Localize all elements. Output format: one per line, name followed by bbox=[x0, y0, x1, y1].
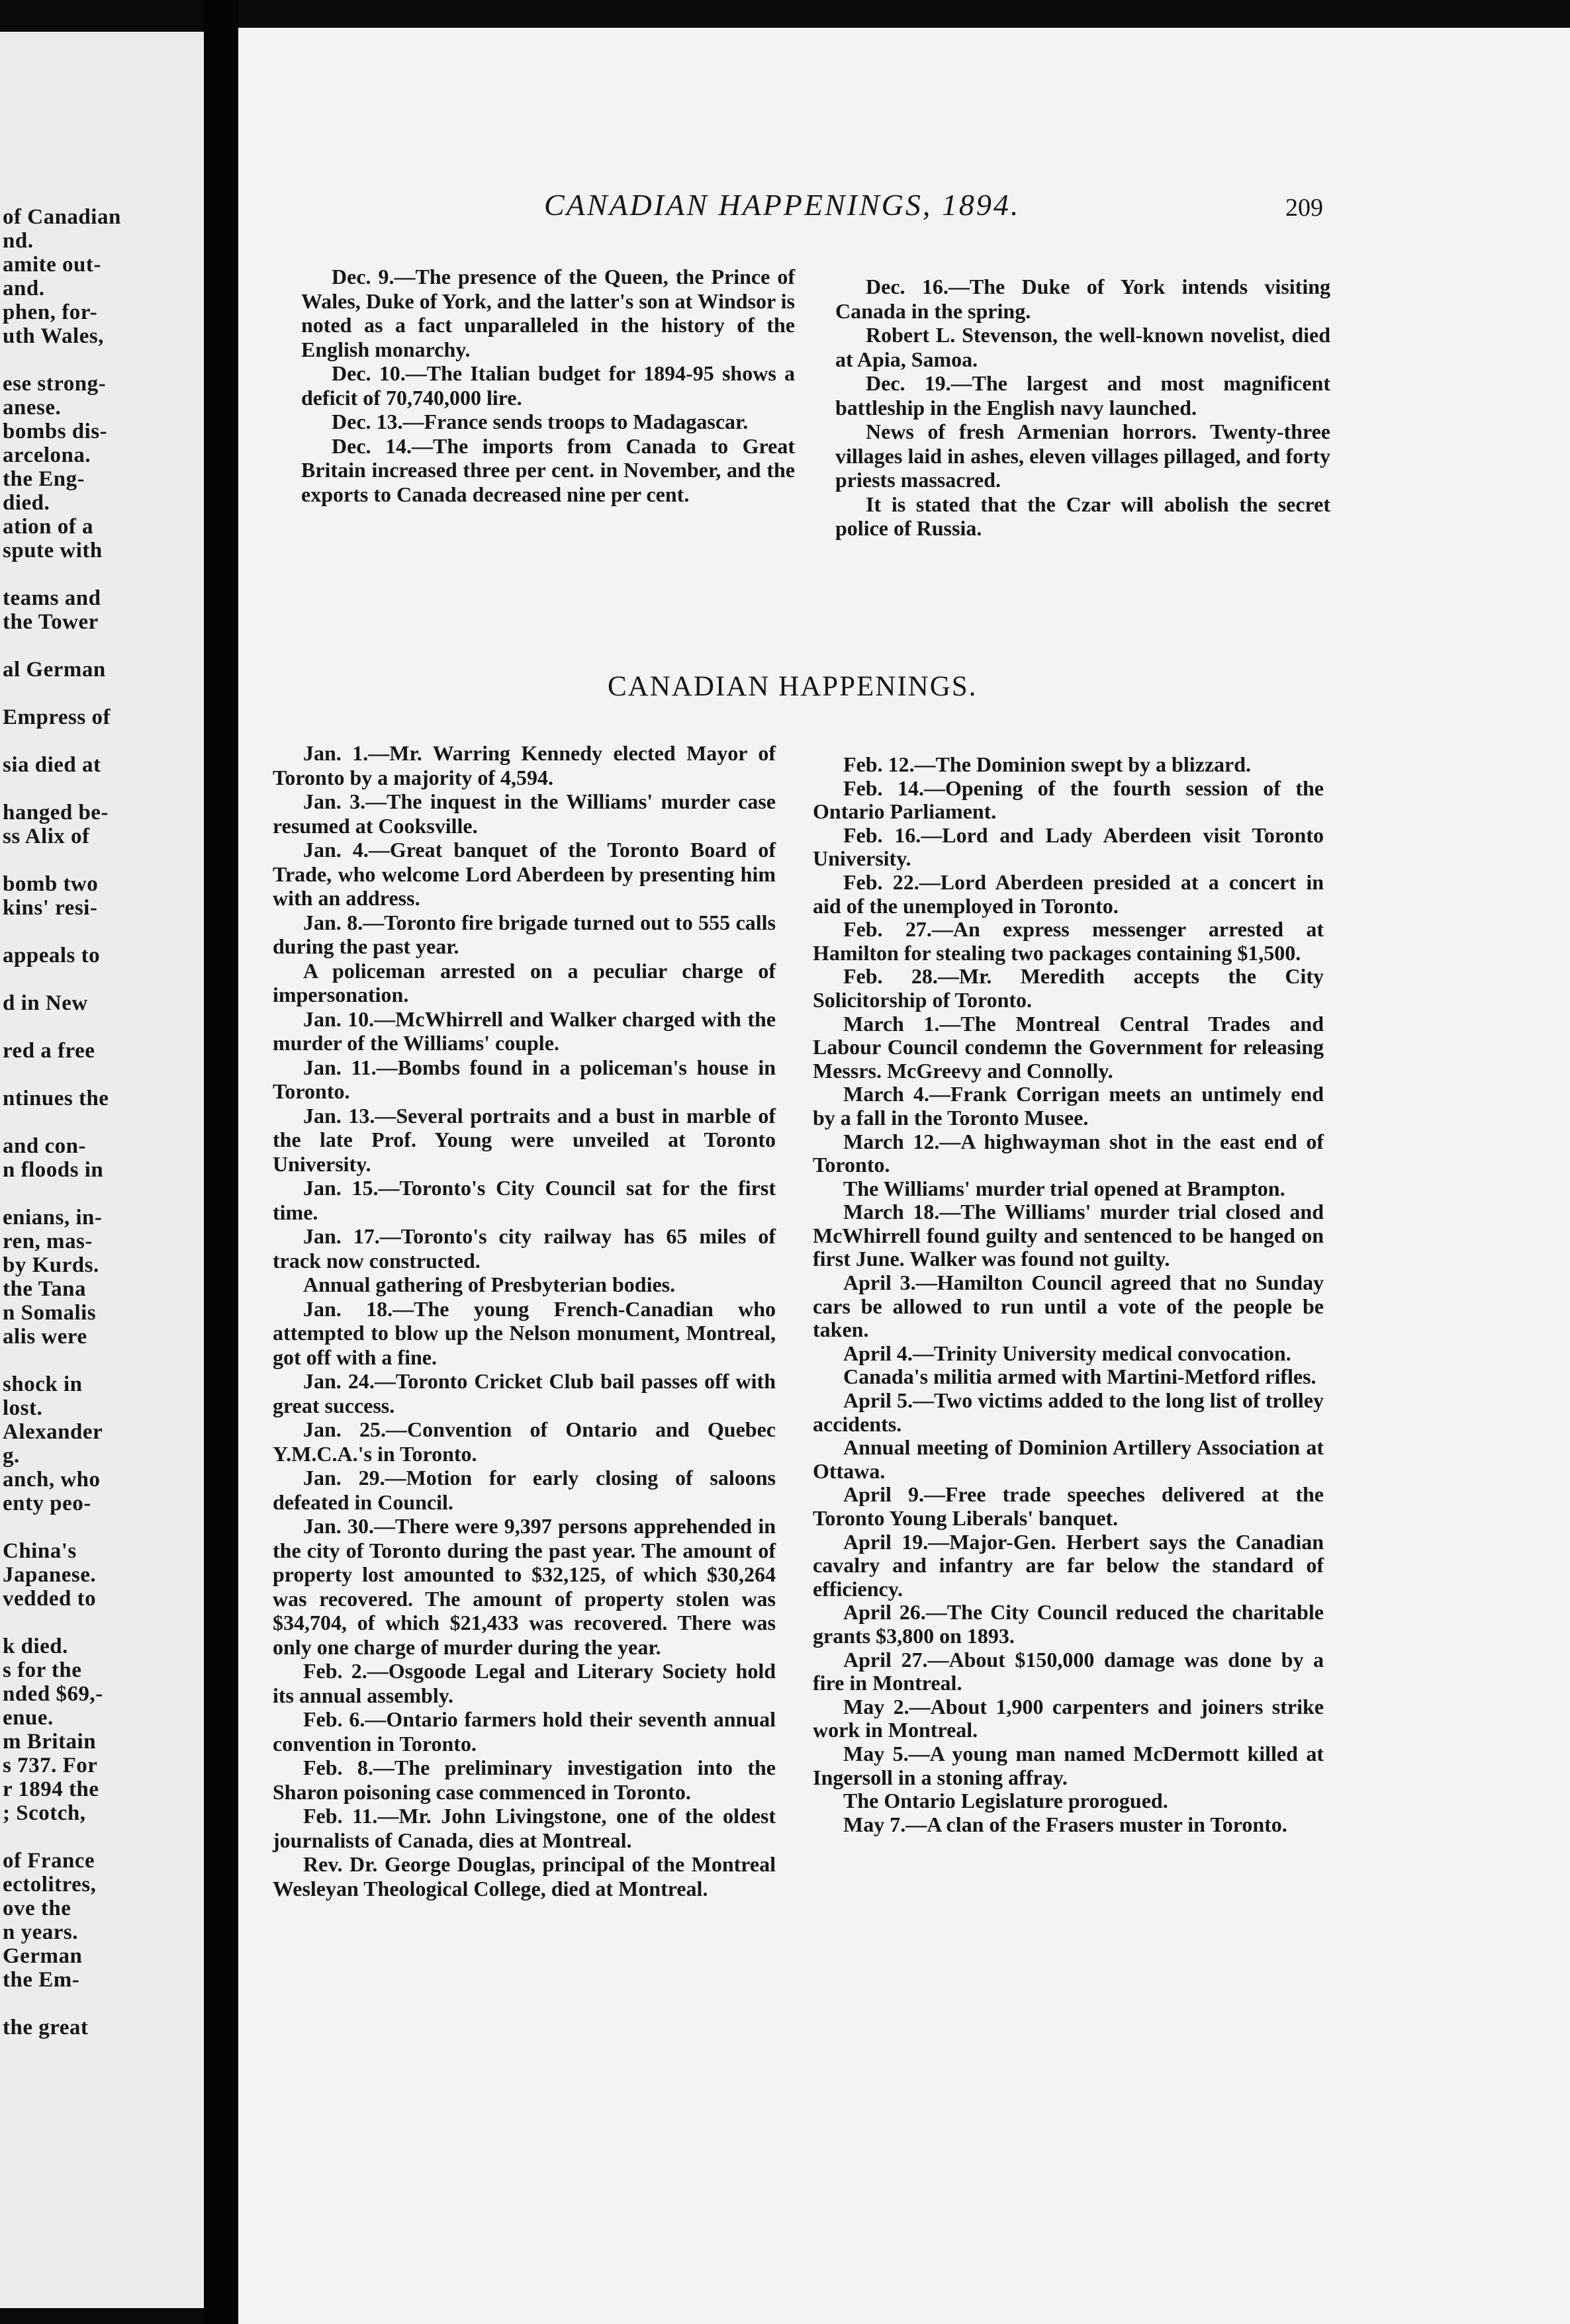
left-page-line: lost. bbox=[3, 1396, 43, 1420]
left-page-line: d in New bbox=[3, 991, 88, 1015]
left-page-line: the Tana bbox=[3, 1277, 86, 1301]
left-page-line: appeals to bbox=[3, 944, 101, 967]
left-page-line: enty peo- bbox=[3, 1492, 91, 1515]
left-page-line: ss Alix of bbox=[3, 825, 90, 848]
entry-paragraph: Jan. 17.—Toronto's city railway has 65 miles of track now constructed. bbox=[273, 1224, 776, 1273]
entry-paragraph: March 4.—Frank Corrigan meets an untimely end by a fall in the Toronto Musee. bbox=[813, 1082, 1324, 1130]
left-page-line: shock in bbox=[3, 1372, 83, 1396]
left-page-line: German bbox=[3, 1944, 83, 1968]
entry-paragraph: Annual meeting of Dominion Artillery Association at Ottawa. bbox=[813, 1435, 1324, 1483]
left-page-line: ; Scotch, bbox=[3, 1801, 86, 1825]
left-page-line: enians, in- bbox=[3, 1206, 103, 1229]
left-page-line: the great bbox=[3, 2016, 89, 2039]
book-gutter bbox=[204, 0, 238, 2324]
left-page-line: sia died at bbox=[3, 753, 101, 777]
entry-paragraph: Dec. 16.—The Duke of York intends visiting Canada in the spring. bbox=[835, 275, 1330, 323]
left-page-line: alis were bbox=[3, 1325, 87, 1349]
left-page-line: the Tower bbox=[3, 610, 99, 634]
entry-paragraph: Jan. 18.—The young French-Canadian who attempted to blow up the Nelson monument, Montreal, got off with a fine. bbox=[273, 1296, 776, 1369]
entry-paragraph: Feb. 2.—Osgoode Legal and Literary Society hold its annual assembly. bbox=[273, 1659, 776, 1707]
entry-paragraph: Jan. 4.—Great banquet of the Toronto Board of Trade, who welcome Lord Aberdeen by presenting him with an address. bbox=[273, 838, 776, 910]
left-page-line: amite out- bbox=[3, 253, 101, 277]
left-page-line: ectolitres, bbox=[3, 1873, 97, 1897]
entry-paragraph: Feb. 22.—Lord Aberdeen presided at a concert in aid of the unemployed in Toronto. bbox=[813, 870, 1324, 918]
entry-paragraph: Dec. 19.—The largest and most magnificent battleship in the English navy launched. bbox=[835, 371, 1330, 420]
entry-paragraph: Jan. 25.—Convention of Ontario and Quebec Y.M.C.A.'s in Toronto. bbox=[273, 1417, 776, 1466]
left-page-line: r 1894 the bbox=[3, 1777, 99, 1801]
left-page-line: hanged be- bbox=[3, 801, 109, 825]
entry-paragraph: March 18.—The Williams' murder trial closed and McWhirrell found guilty and sentenced to be hanged on first June. Walker was found not guilty. bbox=[813, 1200, 1324, 1271]
left-page-line: anch, who bbox=[3, 1468, 101, 1492]
page-number: 209 bbox=[1285, 194, 1323, 222]
left-page-line: Japanese. bbox=[3, 1563, 97, 1587]
left-page-line: the Em- bbox=[3, 1968, 80, 1992]
left-page-line: s 737. For bbox=[3, 1754, 98, 1777]
left-page-line: Empress of bbox=[3, 705, 111, 729]
entry-paragraph: Feb. 16.—Lord and Lady Aberdeen visit Toronto University. bbox=[813, 823, 1324, 871]
left-page-line: ren, mas- bbox=[3, 1229, 93, 1253]
entry-paragraph: April 19.—Major-Gen. Herbert says the Canadian cavalry and infantry are far below the standard of efficiency. bbox=[813, 1529, 1324, 1601]
entry-paragraph: News of fresh Armenian horrors. Twenty-three villages laid in ashes, eleven villages pillaged, and forty priests massacred. bbox=[835, 420, 1330, 492]
entry-paragraph: Jan. 3.—The inquest in the Williams' murder case resumed at Cooksville. bbox=[273, 789, 776, 838]
entry-paragraph: April 3.—Hamilton Council agreed that no Sunday cars be allowed to run until a vote of the people be taken. bbox=[813, 1271, 1324, 1342]
entry-paragraph: Jan. 11.—Bombs found in a policeman's house in Toronto. bbox=[273, 1055, 776, 1103]
entry-paragraph: Jan. 8.—Toronto fire brigade turned out to 555 calls during the past year. bbox=[273, 910, 776, 958]
section-title: CANADIAN HAPPENINGS. bbox=[608, 671, 978, 702]
left-page-line: m Britain bbox=[3, 1730, 97, 1754]
entry-paragraph: April 4.—Trinity University medical convocation. bbox=[843, 1341, 1291, 1365]
entry-paragraph: May 2.—About 1,900 carpenters and joiners strike work in Montreal. bbox=[813, 1694, 1324, 1742]
left-page-line: n floods in bbox=[3, 1158, 104, 1182]
entry-paragraph: Feb. 8.—The preliminary investigation into the Sharon poisoning case commenced in Toronto. bbox=[273, 1756, 776, 1804]
left-page-line: by Kurds. bbox=[3, 1253, 99, 1277]
top-left-column bbox=[301, 265, 795, 506]
entry-paragraph: Dec. 13.—France sends troops to Madagascar. bbox=[332, 410, 749, 433]
entry-paragraph: May 5.—A young man named McDermott killed at Ingersoll in a stoning affray. bbox=[813, 1741, 1324, 1789]
entry-paragraph: Annual gathering of Presbyterian bodies. bbox=[303, 1273, 676, 1296]
entry-paragraph: The Ontario Legislature prorogued. bbox=[843, 1789, 1168, 1813]
left-page-line: k died. bbox=[3, 1634, 68, 1658]
left-page-line: bomb two bbox=[3, 872, 99, 896]
left-page-line: uth Wales, bbox=[3, 324, 104, 348]
left-page-line: vedded to bbox=[3, 1587, 97, 1611]
entry-paragraph: Feb. 12.—The Dominion swept by a blizzard. bbox=[843, 752, 1252, 776]
entry-paragraph: Jan. 24.—Toronto Cricket Club bail passes off with great success. bbox=[273, 1369, 776, 1417]
left-page-line: nded $69,- bbox=[3, 1682, 103, 1706]
left-page-line: kins' resi- bbox=[3, 896, 98, 920]
left-page-line: g. bbox=[3, 1444, 20, 1468]
entry-paragraph: Jan. 29.—Motion for early closing of saloons defeated in Council. bbox=[273, 1466, 776, 1514]
left-page-line: ntinues the bbox=[3, 1087, 109, 1110]
left-page-line: spute with bbox=[3, 539, 103, 562]
entry-paragraph: Jan. 10.—McWhirrell and Walker charged with the murder of the Williams' couple. bbox=[273, 1006, 776, 1055]
left-page-line: nd. bbox=[3, 229, 34, 253]
left-page-line: n years. bbox=[3, 1920, 78, 1944]
entry-paragraph: Jan. 15.—Toronto's City Council sat for the first time. bbox=[273, 1176, 776, 1224]
entry-paragraph: March 1.—The Montreal Central Trades and Labour Council condemn the Government for releasing Messrs. McGreevy and Connolly. bbox=[813, 1011, 1324, 1083]
entry-paragraph: Robert L. Stevenson, the well-known novelist, died at Apia, Samoa. bbox=[835, 323, 1330, 371]
left-page-line: of Canadian bbox=[3, 205, 121, 229]
left-page-line: the Eng- bbox=[3, 467, 85, 491]
lower-left-column bbox=[273, 741, 776, 1900]
left-page-line: China's bbox=[3, 1539, 77, 1563]
left-page-line: al German bbox=[3, 658, 106, 682]
entry-paragraph: Dec. 10.—The Italian budget for 1894-95 shows a deficit of 70,740,000 lire. bbox=[301, 361, 795, 410]
entry-paragraph: Dec. 14.—The imports from Canada to Great Britain increased three per cent. in November, and the exports to Canada decreased nine per cent. bbox=[301, 433, 795, 506]
entry-paragraph: It is stated that the Czar will abolish the secret police of Russia. bbox=[835, 492, 1330, 540]
lower-right-column bbox=[813, 753, 1324, 1836]
entry-paragraph: April 5.—Two victims added to the long list of trolley accidents. bbox=[813, 1388, 1324, 1436]
left-page-line: bombs dis- bbox=[3, 420, 108, 443]
entry-paragraph: March 12.—A highwayman shot in the east end of Toronto. bbox=[813, 1129, 1324, 1177]
left-page-line: ation of a bbox=[3, 515, 93, 539]
left-facing-page bbox=[0, 32, 204, 2308]
left-page-line: ese strong- bbox=[3, 372, 107, 396]
left-page-line: n Somalis bbox=[3, 1301, 97, 1325]
entry-paragraph: Dec. 9.—The presence of the Queen, the Prince of Wales, Duke of York, and the latter's son at Windsor is noted as a fact unparalleled in the history of the English monarchy. bbox=[301, 265, 795, 361]
left-page-line: Alexander bbox=[3, 1420, 103, 1444]
left-page-line: s for the bbox=[3, 1658, 82, 1682]
left-page-line: died. bbox=[3, 491, 50, 515]
left-page-line: teams and bbox=[3, 586, 101, 610]
entry-paragraph: Feb. 6.—Ontario farmers hold their seventh annual convention in Toronto. bbox=[273, 1707, 776, 1756]
entry-paragraph: Jan. 13.—Several portraits and a bust in marble of the late Prof. Young were unveiled at Toronto University. bbox=[273, 1103, 776, 1176]
entry-paragraph: Jan. 30.—There were 9,397 persons apprehended in the city of Toronto during the past year. The amount of property lost amounted to $32,125, of which $30,264 was recovered. The amount of property stolen was $34,704, of which $21,433 was recovered. There was only one charge of murder during the year. bbox=[273, 1514, 776, 1659]
left-page-line: and. bbox=[3, 277, 45, 300]
entry-paragraph: April 9.—Free trade speeches delivered at the Toronto Young Liberals' banquet. bbox=[813, 1482, 1324, 1530]
top-right-column bbox=[835, 275, 1330, 541]
left-page-line: arcelona. bbox=[3, 443, 91, 467]
left-page-line: phen, for- bbox=[3, 300, 98, 324]
entry-paragraph: Feb. 14.—Opening of the fourth session of the Ontario Parliament. bbox=[813, 776, 1324, 824]
entry-paragraph: Feb. 28.—Mr. Meredith accepts the City Solicitorship of Toronto. bbox=[813, 964, 1324, 1012]
running-head: CANADIAN HAPPENINGS, 1894. bbox=[544, 188, 1021, 222]
entry-paragraph: Jan. 1.—Mr. Warring Kennedy elected Mayor of Toronto by a majority of 4,594. bbox=[273, 741, 776, 789]
entry-paragraph: Feb. 11.—Mr. John Livingstone, one of the oldest journalists of Canada, dies at Montreal. bbox=[273, 1804, 776, 1852]
left-page-line: ove the bbox=[3, 1897, 71, 1920]
left-page-line: of France bbox=[3, 1849, 95, 1873]
entry-paragraph: Feb. 27.—An express messenger arrested at Hamilton for stealing two packages containing $1,500. bbox=[813, 917, 1324, 965]
left-page-line: enue. bbox=[3, 1706, 54, 1730]
entry-paragraph: Rev. Dr. George Douglas, principal of the Montreal Wesleyan Theological College, died at Montreal. bbox=[273, 1852, 776, 1900]
left-page-line: anese. bbox=[3, 396, 62, 420]
entry-paragraph: A policeman arrested on a peculiar charge of impersonation. bbox=[273, 958, 776, 1006]
entry-paragraph: May 7.—A clan of the Frasers muster in Toronto. bbox=[843, 1812, 1287, 1836]
entry-paragraph: The Williams' murder trial opened at Brampton. bbox=[843, 1176, 1285, 1200]
entry-paragraph: April 27.—About $150,000 damage was done by a fire in Montreal. bbox=[813, 1647, 1324, 1695]
left-page-line: red a free bbox=[3, 1039, 95, 1063]
entry-paragraph: April 26.—The City Council reduced the charitable grants $3,800 on 1893. bbox=[813, 1600, 1324, 1648]
left-page-line: and con- bbox=[3, 1134, 86, 1158]
entry-paragraph: Canada's militia armed with Martini-Metford rifles. bbox=[843, 1364, 1316, 1389]
